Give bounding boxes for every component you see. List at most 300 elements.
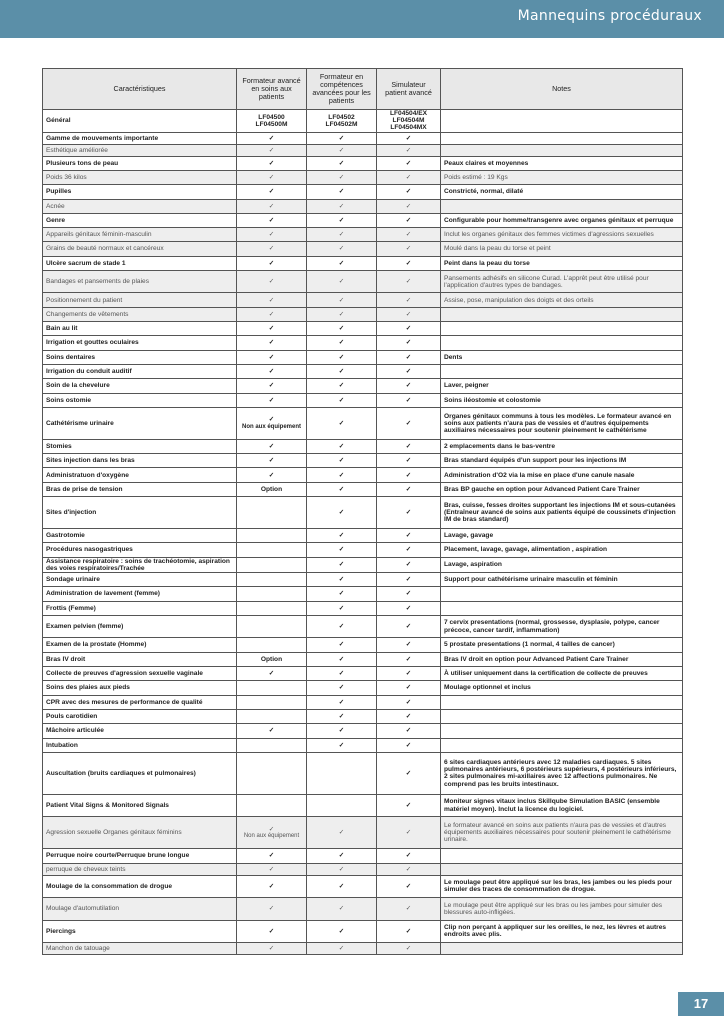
table-row bbox=[43, 587, 683, 601]
row-note bbox=[441, 724, 683, 738]
table-row bbox=[43, 393, 683, 407]
row-name: Esthétique améliorée bbox=[43, 144, 237, 156]
cell-apct: ✓ bbox=[237, 379, 307, 393]
row-note: Bras, cuisse, fesses droites supportant les injections IM et sous-cutanées (Entraîneur avancé de soins aux patients équipé de coussinets d'injection IM de bras standard) bbox=[441, 497, 683, 529]
cell-apct bbox=[237, 587, 307, 601]
row-name: Mâchoire articulée bbox=[43, 724, 237, 738]
cell-apst: ✓ bbox=[307, 132, 377, 144]
cell-apst: ✓ bbox=[307, 407, 377, 439]
cell-apst: ✓ bbox=[307, 667, 377, 681]
cell-apst: ✓ bbox=[307, 497, 377, 529]
header-aps: Simulateur patient avancé bbox=[377, 69, 441, 110]
row-note bbox=[441, 322, 683, 336]
header-apct: Formateur avancé en soins aux patients bbox=[237, 69, 307, 110]
row-name: Gamme de mouvements importante bbox=[43, 132, 237, 144]
cell-apst: LF04502 LF04502M bbox=[307, 110, 377, 133]
cell-apct bbox=[237, 601, 307, 615]
table-row bbox=[43, 898, 683, 921]
cell-aps: ✓ bbox=[377, 573, 441, 587]
cell-aps: ✓ bbox=[377, 709, 441, 723]
table-row bbox=[43, 615, 683, 638]
cell-apst: ✓ bbox=[307, 695, 377, 709]
cell-aps: ✓ bbox=[377, 293, 441, 307]
cell-apct: ✓ bbox=[237, 144, 307, 156]
cell-aps: ✓ bbox=[377, 156, 441, 170]
row-name: Pupilles bbox=[43, 185, 237, 199]
row-note bbox=[441, 110, 683, 133]
row-note: Poids estimé : 19 Kgs bbox=[441, 170, 683, 184]
page-header bbox=[0, 0, 724, 38]
cell-aps: ✓ bbox=[377, 364, 441, 378]
cell-apct bbox=[237, 543, 307, 557]
table-row bbox=[43, 336, 683, 350]
table-row bbox=[43, 638, 683, 652]
row-note: 7 cervix presentations (normal, grossesse, dysplasie, polype, cancer précoce, cancer tardif, inflammation) bbox=[441, 615, 683, 638]
cell-aps: ✓ bbox=[377, 307, 441, 321]
cell-apct: ✓ bbox=[237, 439, 307, 453]
row-name: Sites d'injection bbox=[43, 497, 237, 529]
table-row bbox=[43, 322, 683, 336]
row-name: Gastrotomie bbox=[43, 529, 237, 543]
cell-apst: ✓ bbox=[307, 156, 377, 170]
cell-apst: ✓ bbox=[307, 256, 377, 270]
table-row bbox=[43, 724, 683, 738]
cell-aps: ✓ bbox=[377, 379, 441, 393]
cell-apct: ✓ bbox=[237, 213, 307, 227]
row-name: Agression sexuelle Organes génitaux féminins bbox=[43, 817, 237, 849]
cell-aps: ✓ bbox=[377, 439, 441, 453]
cell-apst: ✓ bbox=[307, 863, 377, 875]
cell-aps: ✓ bbox=[377, 529, 441, 543]
row-name: Bain au lit bbox=[43, 322, 237, 336]
row-note bbox=[441, 587, 683, 601]
table-row bbox=[43, 482, 683, 496]
cell-aps: ✓ bbox=[377, 601, 441, 615]
cell-apst: ✓ bbox=[307, 170, 377, 184]
cell-aps: ✓ bbox=[377, 738, 441, 752]
cell-aps: ✓ bbox=[377, 863, 441, 875]
row-name: Assistance respiratoire : soins de trachéotomie, aspiration des voies respiratoires/Trachée bbox=[43, 557, 237, 572]
row-name: Examen pelvien (femme) bbox=[43, 615, 237, 638]
cell-aps: ✓ bbox=[377, 652, 441, 666]
row-name: Cathétérisme urinaire bbox=[43, 407, 237, 439]
cell-aps: ✓ bbox=[377, 543, 441, 557]
cell-apst: ✓ bbox=[307, 943, 377, 955]
cell-apct bbox=[237, 497, 307, 529]
cell-apst: ✓ bbox=[307, 738, 377, 752]
table-row bbox=[43, 497, 683, 529]
row-name: Positionnement du patient bbox=[43, 293, 237, 307]
table-row bbox=[43, 350, 683, 364]
row-name: Poids 36 kilos bbox=[43, 170, 237, 184]
row-name: Frottis (Femme) bbox=[43, 601, 237, 615]
row-note bbox=[441, 849, 683, 863]
cell-aps: ✓ bbox=[377, 468, 441, 482]
row-note bbox=[441, 863, 683, 875]
cell-apct: ✓ bbox=[237, 667, 307, 681]
cell-apst: ✓ bbox=[307, 724, 377, 738]
row-note: Laver, peigner bbox=[441, 379, 683, 393]
table-row bbox=[43, 270, 683, 293]
table-body bbox=[43, 110, 683, 955]
cell-apct bbox=[237, 638, 307, 652]
table-row bbox=[43, 110, 683, 133]
cell-apst: ✓ bbox=[307, 681, 377, 695]
cell-apst: ✓ bbox=[307, 573, 377, 587]
row-name: Examen de la prostate (Homme) bbox=[43, 638, 237, 652]
row-note: Clip non perçant à appliquer sur les oreilles, le nez, les lèvres et autres endroits avec plis. bbox=[441, 920, 683, 943]
cell-apst: ✓ bbox=[307, 454, 377, 468]
row-name: Soins ostomie bbox=[43, 393, 237, 407]
row-note: Peint dans la peau du torse bbox=[441, 256, 683, 270]
cell-apst: ✓ bbox=[307, 185, 377, 199]
row-note bbox=[441, 132, 683, 144]
cell-apst: ✓ bbox=[307, 468, 377, 482]
row-note bbox=[441, 364, 683, 378]
cell-apst: ✓ bbox=[307, 601, 377, 615]
row-name: Stomies bbox=[43, 439, 237, 453]
row-name: Changements de vêtements bbox=[43, 307, 237, 321]
cell-apst: ✓ bbox=[307, 393, 377, 407]
table-row bbox=[43, 213, 683, 227]
cell-aps: ✓ bbox=[377, 350, 441, 364]
row-note: Soins iléostomie et colostomie bbox=[441, 393, 683, 407]
cell-apct: ✓ bbox=[237, 849, 307, 863]
cell-apct: ✓ bbox=[237, 156, 307, 170]
row-name: Auscultation (bruits cardiaques et pulmonaires) bbox=[43, 752, 237, 794]
table-row bbox=[43, 228, 683, 242]
row-note bbox=[441, 144, 683, 156]
row-name: perruque de cheveux teints bbox=[43, 863, 237, 875]
cell-apst: ✓ bbox=[307, 199, 377, 213]
cell-aps: ✓ bbox=[377, 185, 441, 199]
row-name: Piercings bbox=[43, 920, 237, 943]
cell-aps: ✓ bbox=[377, 497, 441, 529]
cell-apst: ✓ bbox=[307, 364, 377, 378]
row-name: Perruque noire courte/Perruque brune longue bbox=[43, 849, 237, 863]
cell-apct bbox=[237, 738, 307, 752]
cell-aps: ✓ bbox=[377, 242, 441, 256]
cell-aps: ✓ bbox=[377, 752, 441, 794]
cell-apst: ✓ bbox=[307, 849, 377, 863]
cell-apct: ✓ bbox=[237, 322, 307, 336]
cell-apct: ✓ bbox=[237, 724, 307, 738]
row-name: Procédures nasogastriques bbox=[43, 543, 237, 557]
row-name: Manchon de tatouage bbox=[43, 943, 237, 955]
row-note: Bras BP gauche en option pour Advanced Patient Care Trainer bbox=[441, 482, 683, 496]
cell-apct: ✓ bbox=[237, 132, 307, 144]
page-number: 17 bbox=[678, 992, 724, 1016]
row-note bbox=[441, 695, 683, 709]
cell-aps: ✓ bbox=[377, 336, 441, 350]
cell-aps: ✓ bbox=[377, 228, 441, 242]
cell-apct: ✓ bbox=[237, 336, 307, 350]
cell-aps: ✓ bbox=[377, 270, 441, 293]
cell-apst: ✓ bbox=[307, 213, 377, 227]
cell-apct: ✓ bbox=[237, 256, 307, 270]
table-row bbox=[43, 407, 683, 439]
cell-apst: ✓ bbox=[307, 638, 377, 652]
cell-apct: ✓ bbox=[237, 943, 307, 955]
cell-aps: ✓ bbox=[377, 667, 441, 681]
cell-aps: ✓ bbox=[377, 638, 441, 652]
row-note: Bras IV droit en option pour Advanced Patient Care Trainer bbox=[441, 652, 683, 666]
table-row bbox=[43, 738, 683, 752]
cell-apct: ✓ bbox=[237, 364, 307, 378]
row-name: Collecte de preuves d'agression sexuelle vaginale bbox=[43, 667, 237, 681]
cell-apst bbox=[307, 794, 377, 817]
row-name: Bandages et pansements de plaies bbox=[43, 270, 237, 293]
cell-apct: ✓ bbox=[237, 293, 307, 307]
cell-apct bbox=[237, 695, 307, 709]
cell-apct: ✓ bbox=[237, 170, 307, 184]
table-row bbox=[43, 454, 683, 468]
row-note: Bras standard équipés d'un support pour les injections IM bbox=[441, 454, 683, 468]
row-note: Le moulage peut être appliqué sur les bras, les jambes ou les pieds pour simuler des traces de consommation de drogue. bbox=[441, 875, 683, 898]
cell-apst: ✓ bbox=[307, 307, 377, 321]
table-row bbox=[43, 557, 683, 572]
cell-apst: ✓ bbox=[307, 379, 377, 393]
cell-apct: Option bbox=[237, 652, 307, 666]
cell-aps: ✓ bbox=[377, 587, 441, 601]
header-notes: Notes bbox=[441, 69, 683, 110]
row-name: Général bbox=[43, 110, 237, 133]
cell-apst: ✓ bbox=[307, 817, 377, 849]
row-name: Administration de lavement (femme) bbox=[43, 587, 237, 601]
cell-apst: ✓ bbox=[307, 709, 377, 723]
row-note: Support pour cathétérisme urinaire masculin et féminin bbox=[441, 573, 683, 587]
row-name: CPR avec des mesures de performance de qualité bbox=[43, 695, 237, 709]
cell-apct bbox=[237, 794, 307, 817]
table-row bbox=[43, 379, 683, 393]
cell-apst: ✓ bbox=[307, 920, 377, 943]
row-note: Le moulage peut être appliqué sur les bras ou les jambes pour simuler des blessures auto-infligées. bbox=[441, 898, 683, 921]
cell-apst: ✓ bbox=[307, 336, 377, 350]
cell-apst: ✓ bbox=[307, 652, 377, 666]
cell-aps: ✓ bbox=[377, 794, 441, 817]
cell-apct: ✓ bbox=[237, 307, 307, 321]
cell-apst: ✓ bbox=[307, 482, 377, 496]
cell-apst: ✓ bbox=[307, 587, 377, 601]
cell-apst: ✓ bbox=[307, 350, 377, 364]
cell-aps: ✓ bbox=[377, 681, 441, 695]
cell-apct: ✓ bbox=[237, 454, 307, 468]
row-note: Constricté, normal, dilaté bbox=[441, 185, 683, 199]
cell-aps: ✓ bbox=[377, 817, 441, 849]
table-row bbox=[43, 543, 683, 557]
row-name: Genre bbox=[43, 213, 237, 227]
cell-aps: ✓ bbox=[377, 724, 441, 738]
row-note: À utiliser uniquement dans la certification de collecte de preuves bbox=[441, 667, 683, 681]
table-row bbox=[43, 242, 683, 256]
cell-aps: ✓ bbox=[377, 132, 441, 144]
cell-apct: ✓ Non aux équipement bbox=[237, 817, 307, 849]
table-row bbox=[43, 439, 683, 453]
row-name: Irrigation et gouttes oculaires bbox=[43, 336, 237, 350]
cell-apct: ✓ bbox=[237, 875, 307, 898]
cell-aps: ✓ bbox=[377, 393, 441, 407]
table-row bbox=[43, 667, 683, 681]
row-note: Dents bbox=[441, 350, 683, 364]
table-row bbox=[43, 875, 683, 898]
row-name: Sites injection dans les bras bbox=[43, 454, 237, 468]
table-row bbox=[43, 573, 683, 587]
cell-aps: ✓ bbox=[377, 199, 441, 213]
cell-apct bbox=[237, 615, 307, 638]
row-name: Patient Vital Signs & Monitored Signals bbox=[43, 794, 237, 817]
row-name: Bras IV droit bbox=[43, 652, 237, 666]
table-row bbox=[43, 695, 683, 709]
cell-apst: ✓ bbox=[307, 557, 377, 572]
cell-aps: ✓ bbox=[377, 849, 441, 863]
cell-aps: ✓ bbox=[377, 454, 441, 468]
header-caracteristiques: Caractéristiques bbox=[43, 69, 237, 110]
row-name: Grains de beauté normaux et cancéreux bbox=[43, 242, 237, 256]
table-row bbox=[43, 307, 683, 321]
row-note: Placement, lavage, gavage, alimentation , aspiration bbox=[441, 543, 683, 557]
table-row bbox=[43, 468, 683, 482]
table-row bbox=[43, 170, 683, 184]
row-name: Irrigation du conduit auditif bbox=[43, 364, 237, 378]
row-name: Soin de la chevelure bbox=[43, 379, 237, 393]
cell-aps: ✓ bbox=[377, 615, 441, 638]
cell-apst: ✓ bbox=[307, 543, 377, 557]
cell-aps: ✓ bbox=[377, 920, 441, 943]
cell-apct bbox=[237, 752, 307, 794]
row-note: Lavage, aspiration bbox=[441, 557, 683, 572]
cell-apst: ✓ bbox=[307, 293, 377, 307]
cell-apst: ✓ bbox=[307, 228, 377, 242]
cell-apct: ✓ bbox=[237, 350, 307, 364]
row-note: 2 emplacements dans le bas-ventre bbox=[441, 439, 683, 453]
table-row bbox=[43, 144, 683, 156]
table-row bbox=[43, 529, 683, 543]
cell-aps: ✓ bbox=[377, 875, 441, 898]
cell-apct: ✓ bbox=[237, 468, 307, 482]
cell-aps: ✓ bbox=[377, 256, 441, 270]
row-name: Appareils génitaux féminin-masculin bbox=[43, 228, 237, 242]
cell-apst: ✓ bbox=[307, 529, 377, 543]
table-row bbox=[43, 817, 683, 849]
cell-aps: ✓ bbox=[377, 170, 441, 184]
table-row bbox=[43, 652, 683, 666]
table-row bbox=[43, 681, 683, 695]
row-note: Moniteur signes vitaux inclus Skillqube Simulation BASIC (ensemble matériel moyen). Inclut la licence du logiciel. bbox=[441, 794, 683, 817]
cell-aps: ✓ bbox=[377, 144, 441, 156]
table-row bbox=[43, 943, 683, 955]
cell-aps: LF04504/EX LF04504M LF04504MX bbox=[377, 110, 441, 133]
cell-aps: ✓ bbox=[377, 482, 441, 496]
table-row bbox=[43, 752, 683, 794]
row-note: Organes génitaux communs à tous les modèles. Le formateur avancé en soins aux patients n'aura pas de vessies et d'autres équipements auxiliaires nécessaires pour soutenir pleinement le cathétérisme bbox=[441, 407, 683, 439]
cell-apct: ✓ bbox=[237, 242, 307, 256]
cell-aps: ✓ bbox=[377, 898, 441, 921]
row-name: Plusieurs tons de peau bbox=[43, 156, 237, 170]
cell-apct: ✓ bbox=[237, 898, 307, 921]
cell-aps: ✓ bbox=[377, 322, 441, 336]
row-note bbox=[441, 943, 683, 955]
cell-apct: ✓ bbox=[237, 863, 307, 875]
cell-aps: ✓ bbox=[377, 407, 441, 439]
cell-apct bbox=[237, 681, 307, 695]
cell-apct: LF04500 LF04500M bbox=[237, 110, 307, 133]
row-name: Sondage urinaire bbox=[43, 573, 237, 587]
row-note bbox=[441, 307, 683, 321]
row-note: Pansements adhésifs en silicone Curad. L'apprêt peut être utilisé pour l'application d'autres types de bandages. bbox=[441, 270, 683, 293]
table-row bbox=[43, 601, 683, 615]
cell-apct: ✓ bbox=[237, 270, 307, 293]
cell-apct: ✓ bbox=[237, 920, 307, 943]
cell-apst bbox=[307, 752, 377, 794]
cell-apct: ✓ bbox=[237, 228, 307, 242]
header-title: Mannequins procéduraux bbox=[517, 8, 702, 24]
row-name: Intubation bbox=[43, 738, 237, 752]
row-note bbox=[441, 336, 683, 350]
cell-apct bbox=[237, 529, 307, 543]
cell-aps: ✓ bbox=[377, 695, 441, 709]
table-row bbox=[43, 863, 683, 875]
row-note bbox=[441, 199, 683, 213]
cell-apst: ✓ bbox=[307, 270, 377, 293]
row-note: Moulage optionnel et inclus bbox=[441, 681, 683, 695]
cell-aps: ✓ bbox=[377, 557, 441, 572]
row-name: Administratuon d'oxygène bbox=[43, 468, 237, 482]
table-row bbox=[43, 199, 683, 213]
table-header-row bbox=[43, 69, 683, 110]
cell-aps: ✓ bbox=[377, 213, 441, 227]
row-note: 6 sites cardiaques antérieurs avec 12 maladies cardiaques. 5 sites pulmonaires antérieurs, 6 postérieurs supérieurs, 4 postérieurs inférieurs, 2 sites pulmonaires mi-axillaires avec 12 affections pulmonaires. Ne comprend pas les bruits intestinaux. bbox=[441, 752, 683, 794]
cell-aps: ✓ bbox=[377, 943, 441, 955]
cell-apst: ✓ bbox=[307, 898, 377, 921]
row-note bbox=[441, 738, 683, 752]
cell-apct bbox=[237, 573, 307, 587]
row-name: Soins des plaies aux pieds bbox=[43, 681, 237, 695]
row-note bbox=[441, 601, 683, 615]
cell-apct: ✓ bbox=[237, 393, 307, 407]
row-note: Lavage, gavage bbox=[441, 529, 683, 543]
cell-apst: ✓ bbox=[307, 439, 377, 453]
cell-apst: ✓ bbox=[307, 615, 377, 638]
row-note: Peaux claires et moyennes bbox=[441, 156, 683, 170]
cell-apst: ✓ bbox=[307, 322, 377, 336]
row-name: Pouls carotidien bbox=[43, 709, 237, 723]
row-note: Assise, pose, manipulation des doigts et des orteils bbox=[441, 293, 683, 307]
row-name: Soins dentaires bbox=[43, 350, 237, 364]
row-name: Acnée bbox=[43, 199, 237, 213]
table-row bbox=[43, 709, 683, 723]
row-name: Moulage d'automutilation bbox=[43, 898, 237, 921]
table-row bbox=[43, 132, 683, 144]
table-row bbox=[43, 185, 683, 199]
cell-apct: ✓ bbox=[237, 185, 307, 199]
cell-apst: ✓ bbox=[307, 242, 377, 256]
cell-apst: ✓ bbox=[307, 875, 377, 898]
table-row bbox=[43, 849, 683, 863]
cell-apct bbox=[237, 557, 307, 572]
row-note: Inclut les organes génitaux des femmes victimes d'agressions sexuelles bbox=[441, 228, 683, 242]
cell-apct: Option bbox=[237, 482, 307, 496]
row-name: Moulage de la consommation de drogue bbox=[43, 875, 237, 898]
header-apst: Formateur en compétences avancées pour les patients bbox=[307, 69, 377, 110]
cell-apct bbox=[237, 709, 307, 723]
row-name: Bras de prise de tension bbox=[43, 482, 237, 496]
row-name: Ulcère sacrum de stade 1 bbox=[43, 256, 237, 270]
row-note bbox=[441, 709, 683, 723]
row-note: Moulé dans la peau du torse et peint bbox=[441, 242, 683, 256]
cell-apst: ✓ bbox=[307, 144, 377, 156]
cell-apct: ✓ Non aux équipement bbox=[237, 407, 307, 439]
table-row bbox=[43, 794, 683, 817]
